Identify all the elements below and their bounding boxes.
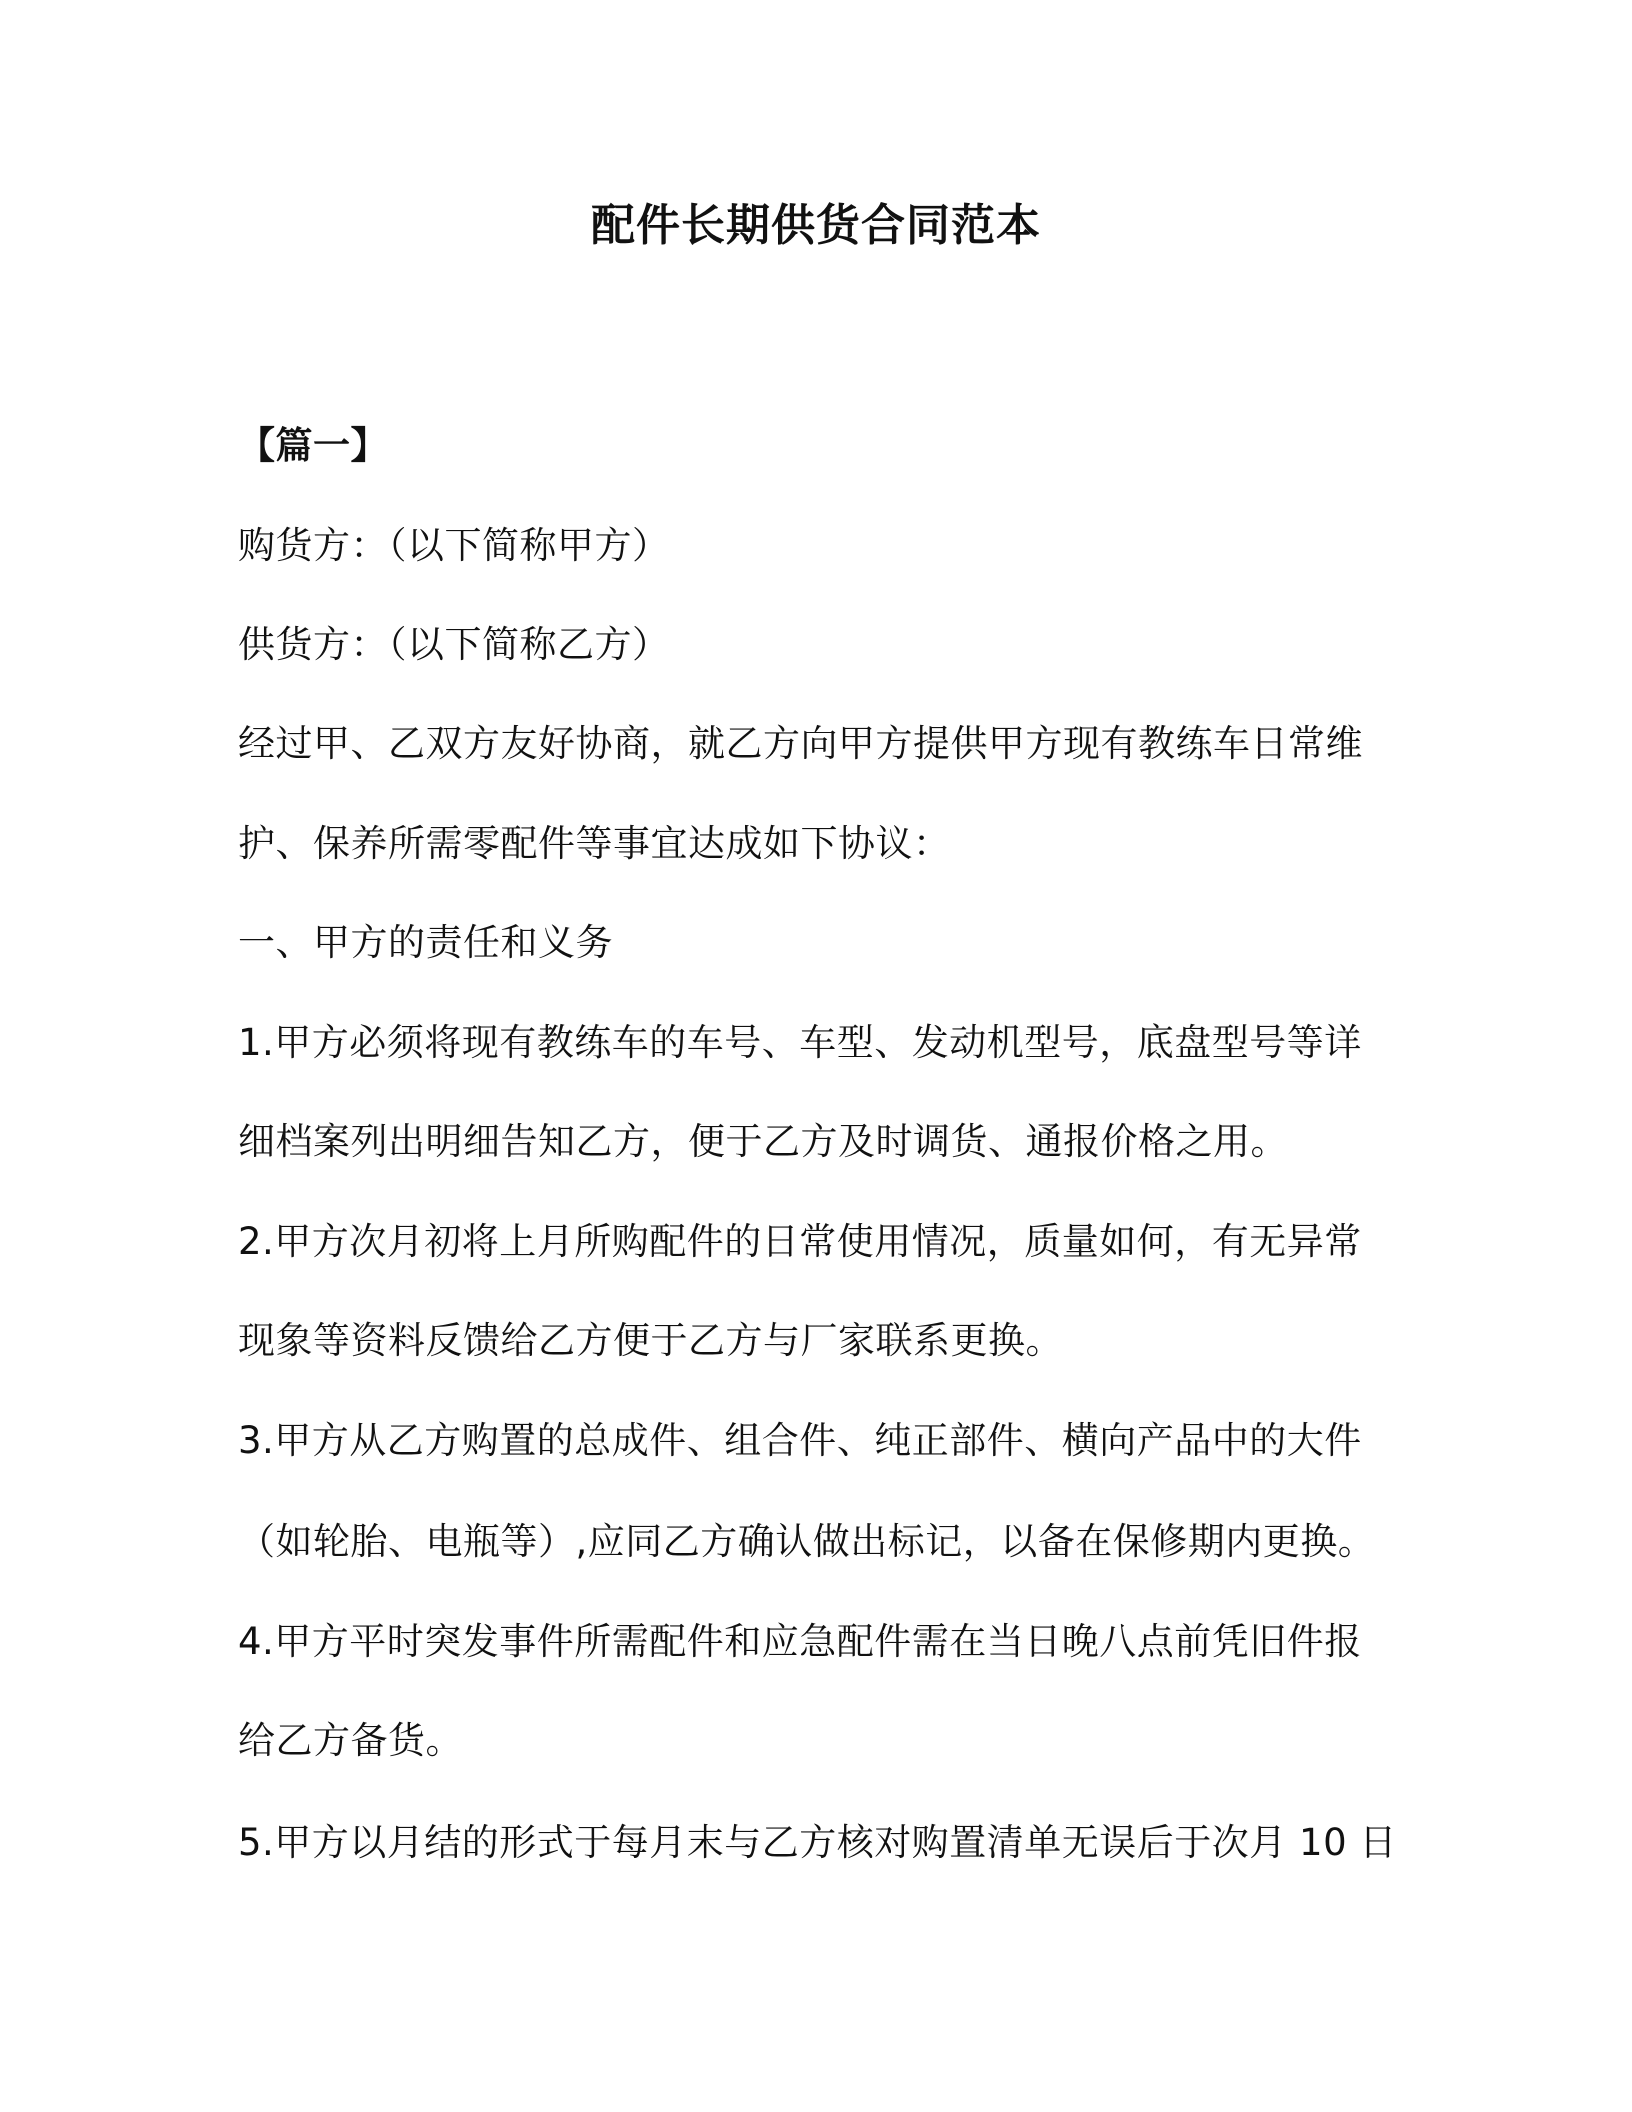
document-title: 配件长期供货合同范本: [591, 200, 1041, 251]
paragraph-line: 现象等资料反馈给乙方便于乙方与厂家联系更换。: [238, 1319, 1063, 1362]
paragraph-line: （如轮胎、电瓶等）,应同乙方确认做出标记，以备在保修期内更换。: [238, 1520, 1376, 1563]
paragraph-line: 给乙方备货。: [238, 1719, 463, 1762]
paragraph-line: 细档案列出明细告知乙方，便于乙方及时调货、通报价格之用。: [238, 1120, 1288, 1163]
paragraph-line: 4.甲方平时突发事件所需配件和应急配件需在当日晚八点前凭旧件报: [238, 1620, 1362, 1663]
paragraph-line: 一、甲方的责任和义务: [238, 921, 613, 964]
paragraph-line: 供货方：（以下简称乙方）: [238, 623, 670, 666]
paragraph-line: 2.甲方次月初将上月所购配件的日常使用情况，质量如何，有无异常: [238, 1220, 1362, 1263]
paragraph-line: 护、保养所需零配件等事宜达成如下协议：: [238, 822, 951, 865]
paragraph-line: 3.甲方从乙方购置的总成件、组合件、纯正部件、横向产品中的大件: [238, 1419, 1362, 1462]
section-label: 【篇一】: [238, 424, 388, 467]
paragraph-line: 经过甲、乙双方友好协商，就乙方向甲方提供甲方现有教练车日常维: [238, 722, 1363, 765]
paragraph-line: 购货方：（以下简称甲方）: [238, 524, 670, 567]
paragraph-line: 5.甲方以月结的形式于每月末与乙方核对购置清单无误后于次月 10 日: [238, 1821, 1397, 1864]
paragraph-line: 1.甲方必须将现有教练车的车号、车型、发动机型号，底盘型号等详: [238, 1021, 1362, 1064]
